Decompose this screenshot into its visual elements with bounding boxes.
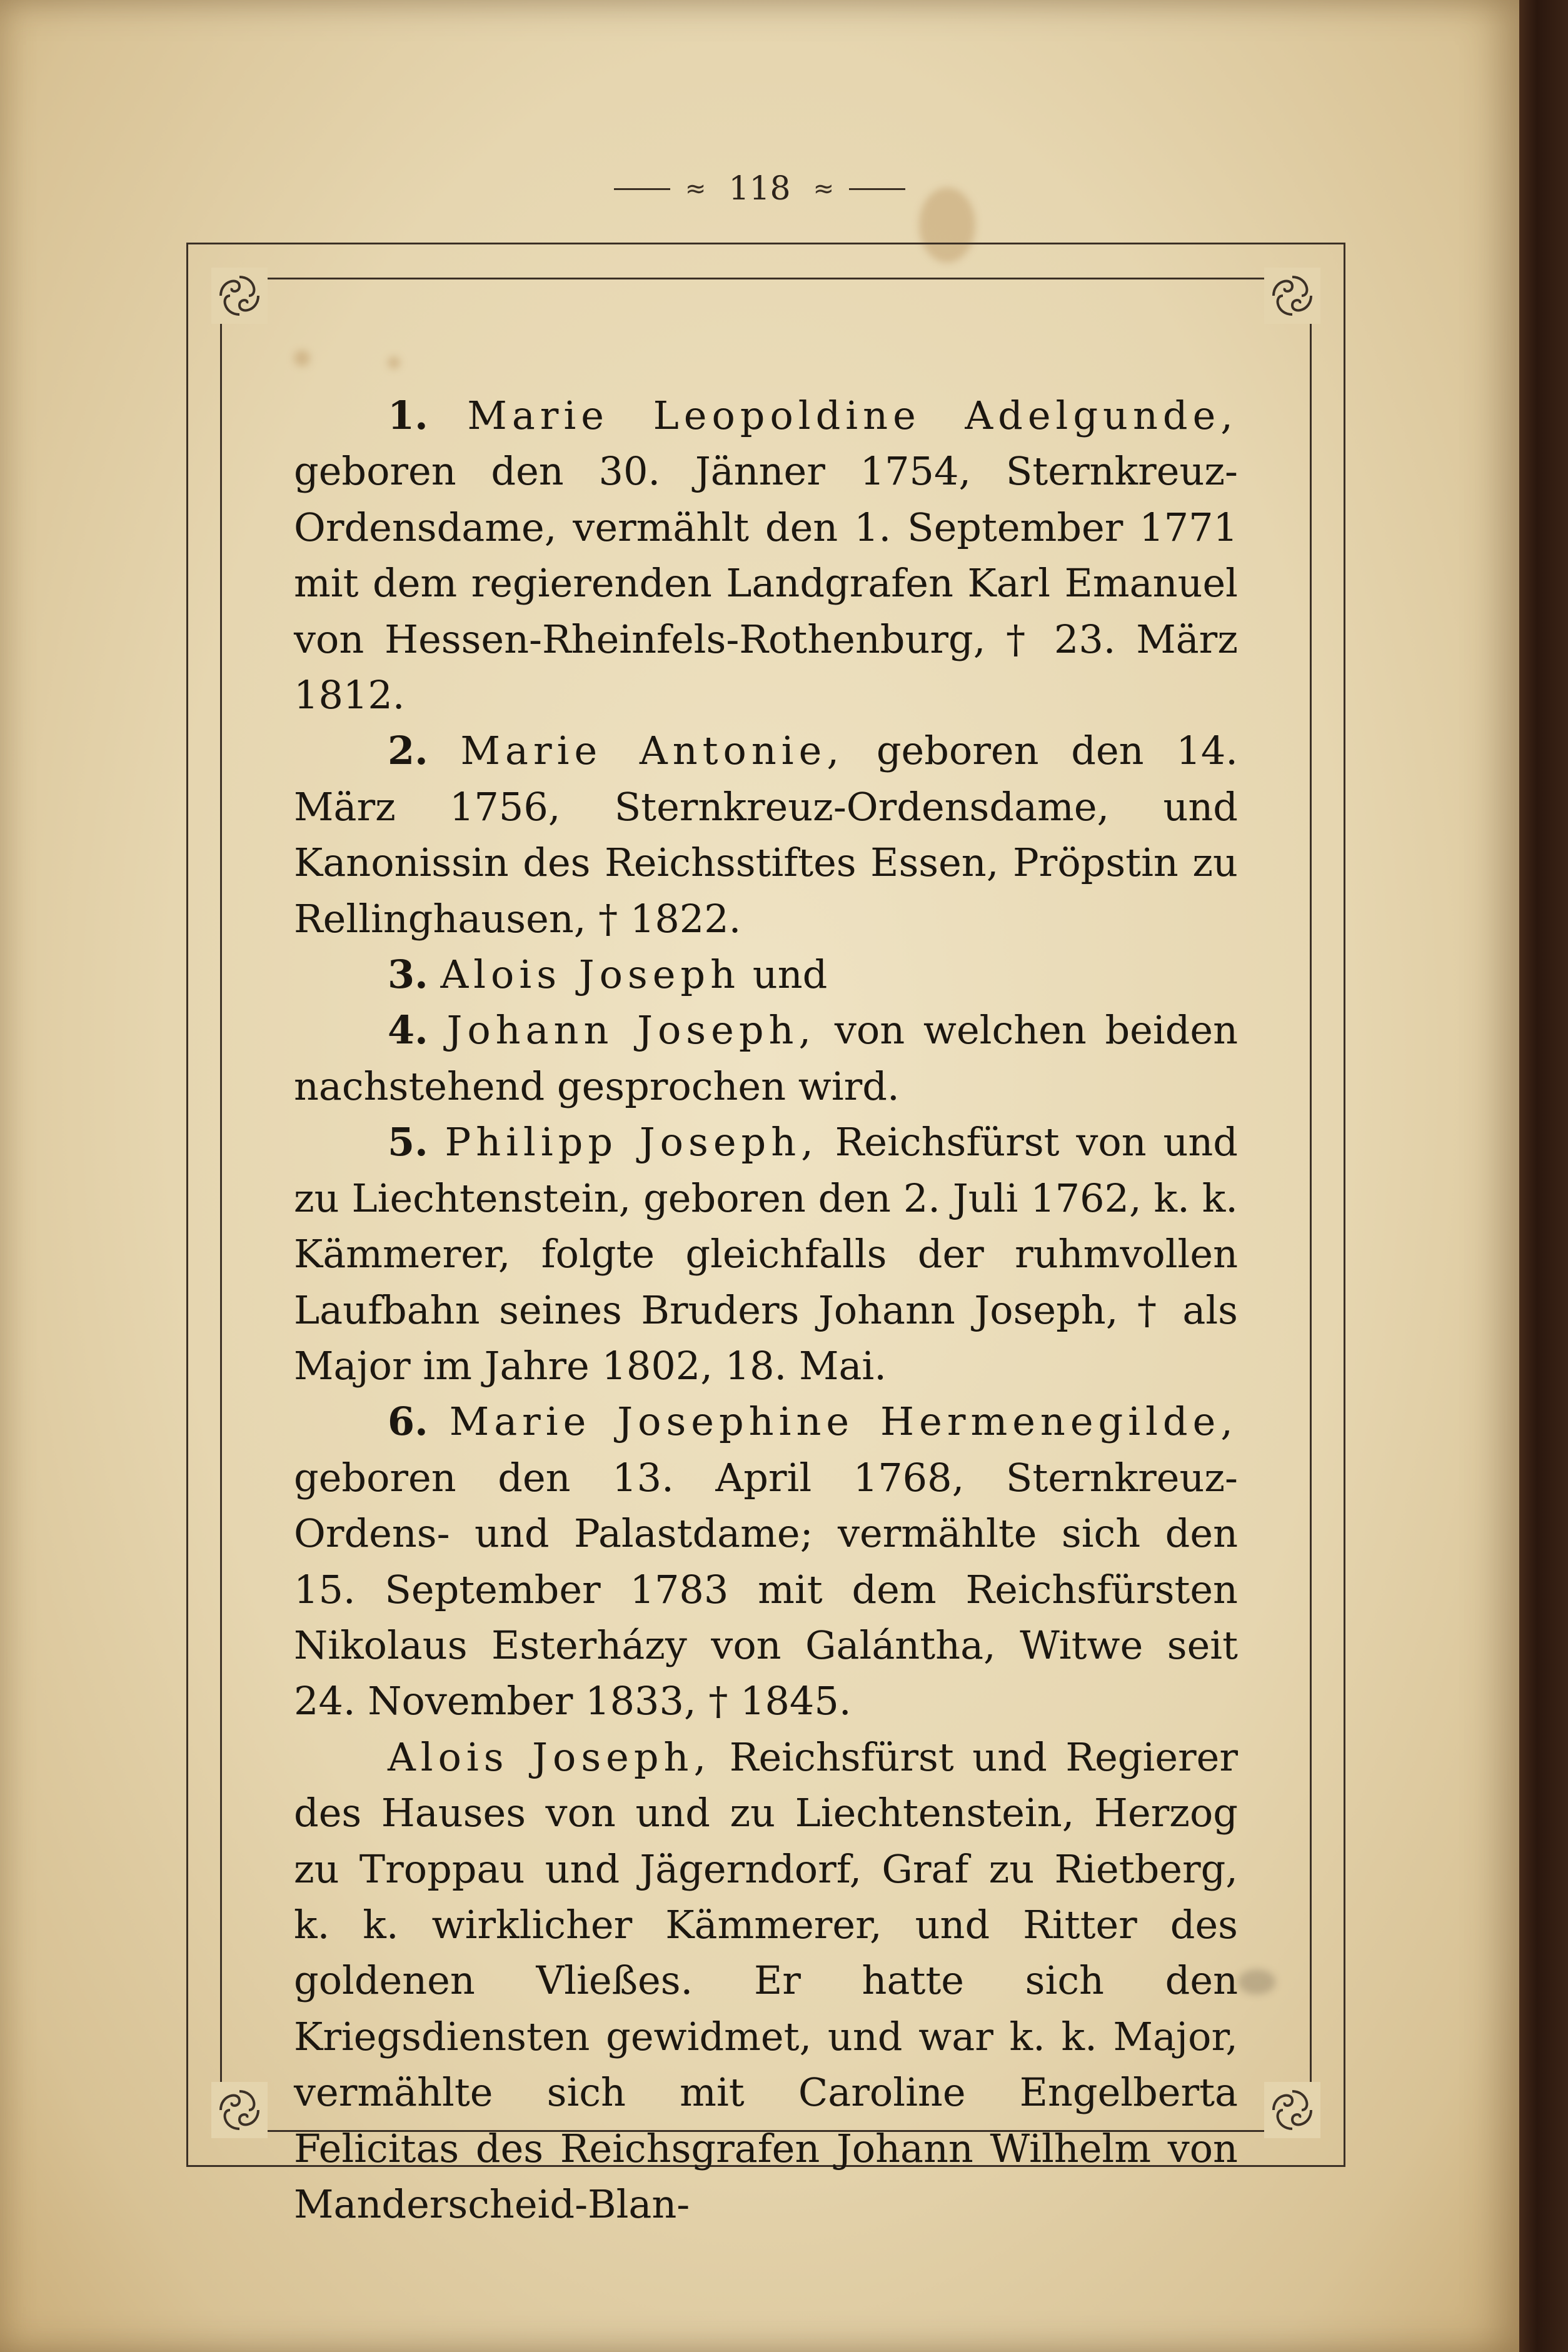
entry-number: 6. (388, 1399, 428, 1445)
header-rule-right (849, 188, 905, 190)
entry-number: 3. (388, 952, 428, 998)
entry-text: geboren den 30. Jänner 1754, Sternkreuz-Ordensdame, vermählt den 1. September 1771 mit dem regierenden Landgrafen Karl Emanuel von Hessen-Rheinfels-Rothenburg, † 23. März 1812. (294, 448, 1238, 718)
list-item (294, 1114, 1238, 1394)
page-number: 118 (728, 170, 791, 208)
book-binding (1516, 0, 1568, 2352)
entry-name: Marie Antonie, (460, 728, 845, 774)
entry-text: von welchen beiden nachstehend gesprochen wird. (294, 1007, 1239, 1109)
list-item (294, 1002, 1238, 1114)
entry-name: Marie Leopoldine Adelgunde, (467, 393, 1238, 438)
flourish-left-icon: ≈ (685, 174, 706, 203)
list-item (294, 388, 1238, 723)
entry-text: geboren den 13. April 1768, Sternkreuz-Ordens- und Palastdame; vermählte sich den 15. September 1783 mit dem Reichsfürsten Nikolaus Esterházy von Galántha, Witwe seit 24. November 1833, † 1845. (294, 1454, 1238, 1724)
list-item (294, 947, 1238, 1002)
entry-number: 2. (388, 728, 428, 774)
list-item (294, 1394, 1238, 1729)
corner-ornament-icon (1264, 2082, 1320, 2138)
entry-name: Alois Joseph (440, 952, 741, 998)
corner-ornament-icon (211, 268, 268, 324)
entry-number: 1. (388, 393, 428, 438)
body-text (294, 388, 1238, 2232)
corner-ornament-icon (1264, 268, 1320, 324)
paragraph-name: Alois Joseph, (388, 1734, 711, 1780)
entry-number: 5. (388, 1119, 428, 1165)
entry-name: Philipp Joseph, (445, 1119, 818, 1165)
header-rule-left (614, 188, 670, 190)
list-item (294, 723, 1238, 947)
entry-number: 4. (388, 1007, 428, 1053)
corner-ornament-icon (211, 2082, 268, 2138)
entry-text: Reichsfürst von und zu Liechtenstein, geboren den 2. Juli 1762, k. k. Kämmerer, folgte gleichfalls der ruhmvollen Laufbahn seines Bruders Johann Joseph, † als Major im Jahre 1802, 18. Mai. (294, 1119, 1238, 1389)
page-header (0, 164, 1519, 214)
entry-text: und (752, 952, 828, 998)
paragraph-text: Reichsfürst und Regierer des Hauses von und zu Liechtenstein, Herzog zu Troppau und Jägerndorf, Graf zu Rietberg, k. k. wirklicher Kämmerer, und Ritter des goldenen Vließes. Er hatte sich den Kriegsdiensten gewidmet, und war k. k. Major, vermählte sich mit Caroline Engelberta Felicitas des Reichsgrafen Johann Wilhelm von Manderscheid-Blan- (294, 1734, 1238, 2227)
entry-name: Johann Joseph, (446, 1007, 817, 1053)
entry-text: geboren den 14. März 1756, Sternkreuz-Ordensdame, und Kanonissin des Reichsstiftes Essen, Pröpstin zu Rellinghausen, † 1822. (294, 728, 1238, 942)
flourish-right-icon: ≈ (813, 174, 835, 203)
entry-name: Marie Josephine Hermenegilde, (449, 1399, 1238, 1445)
final-paragraph (294, 1729, 1238, 2233)
